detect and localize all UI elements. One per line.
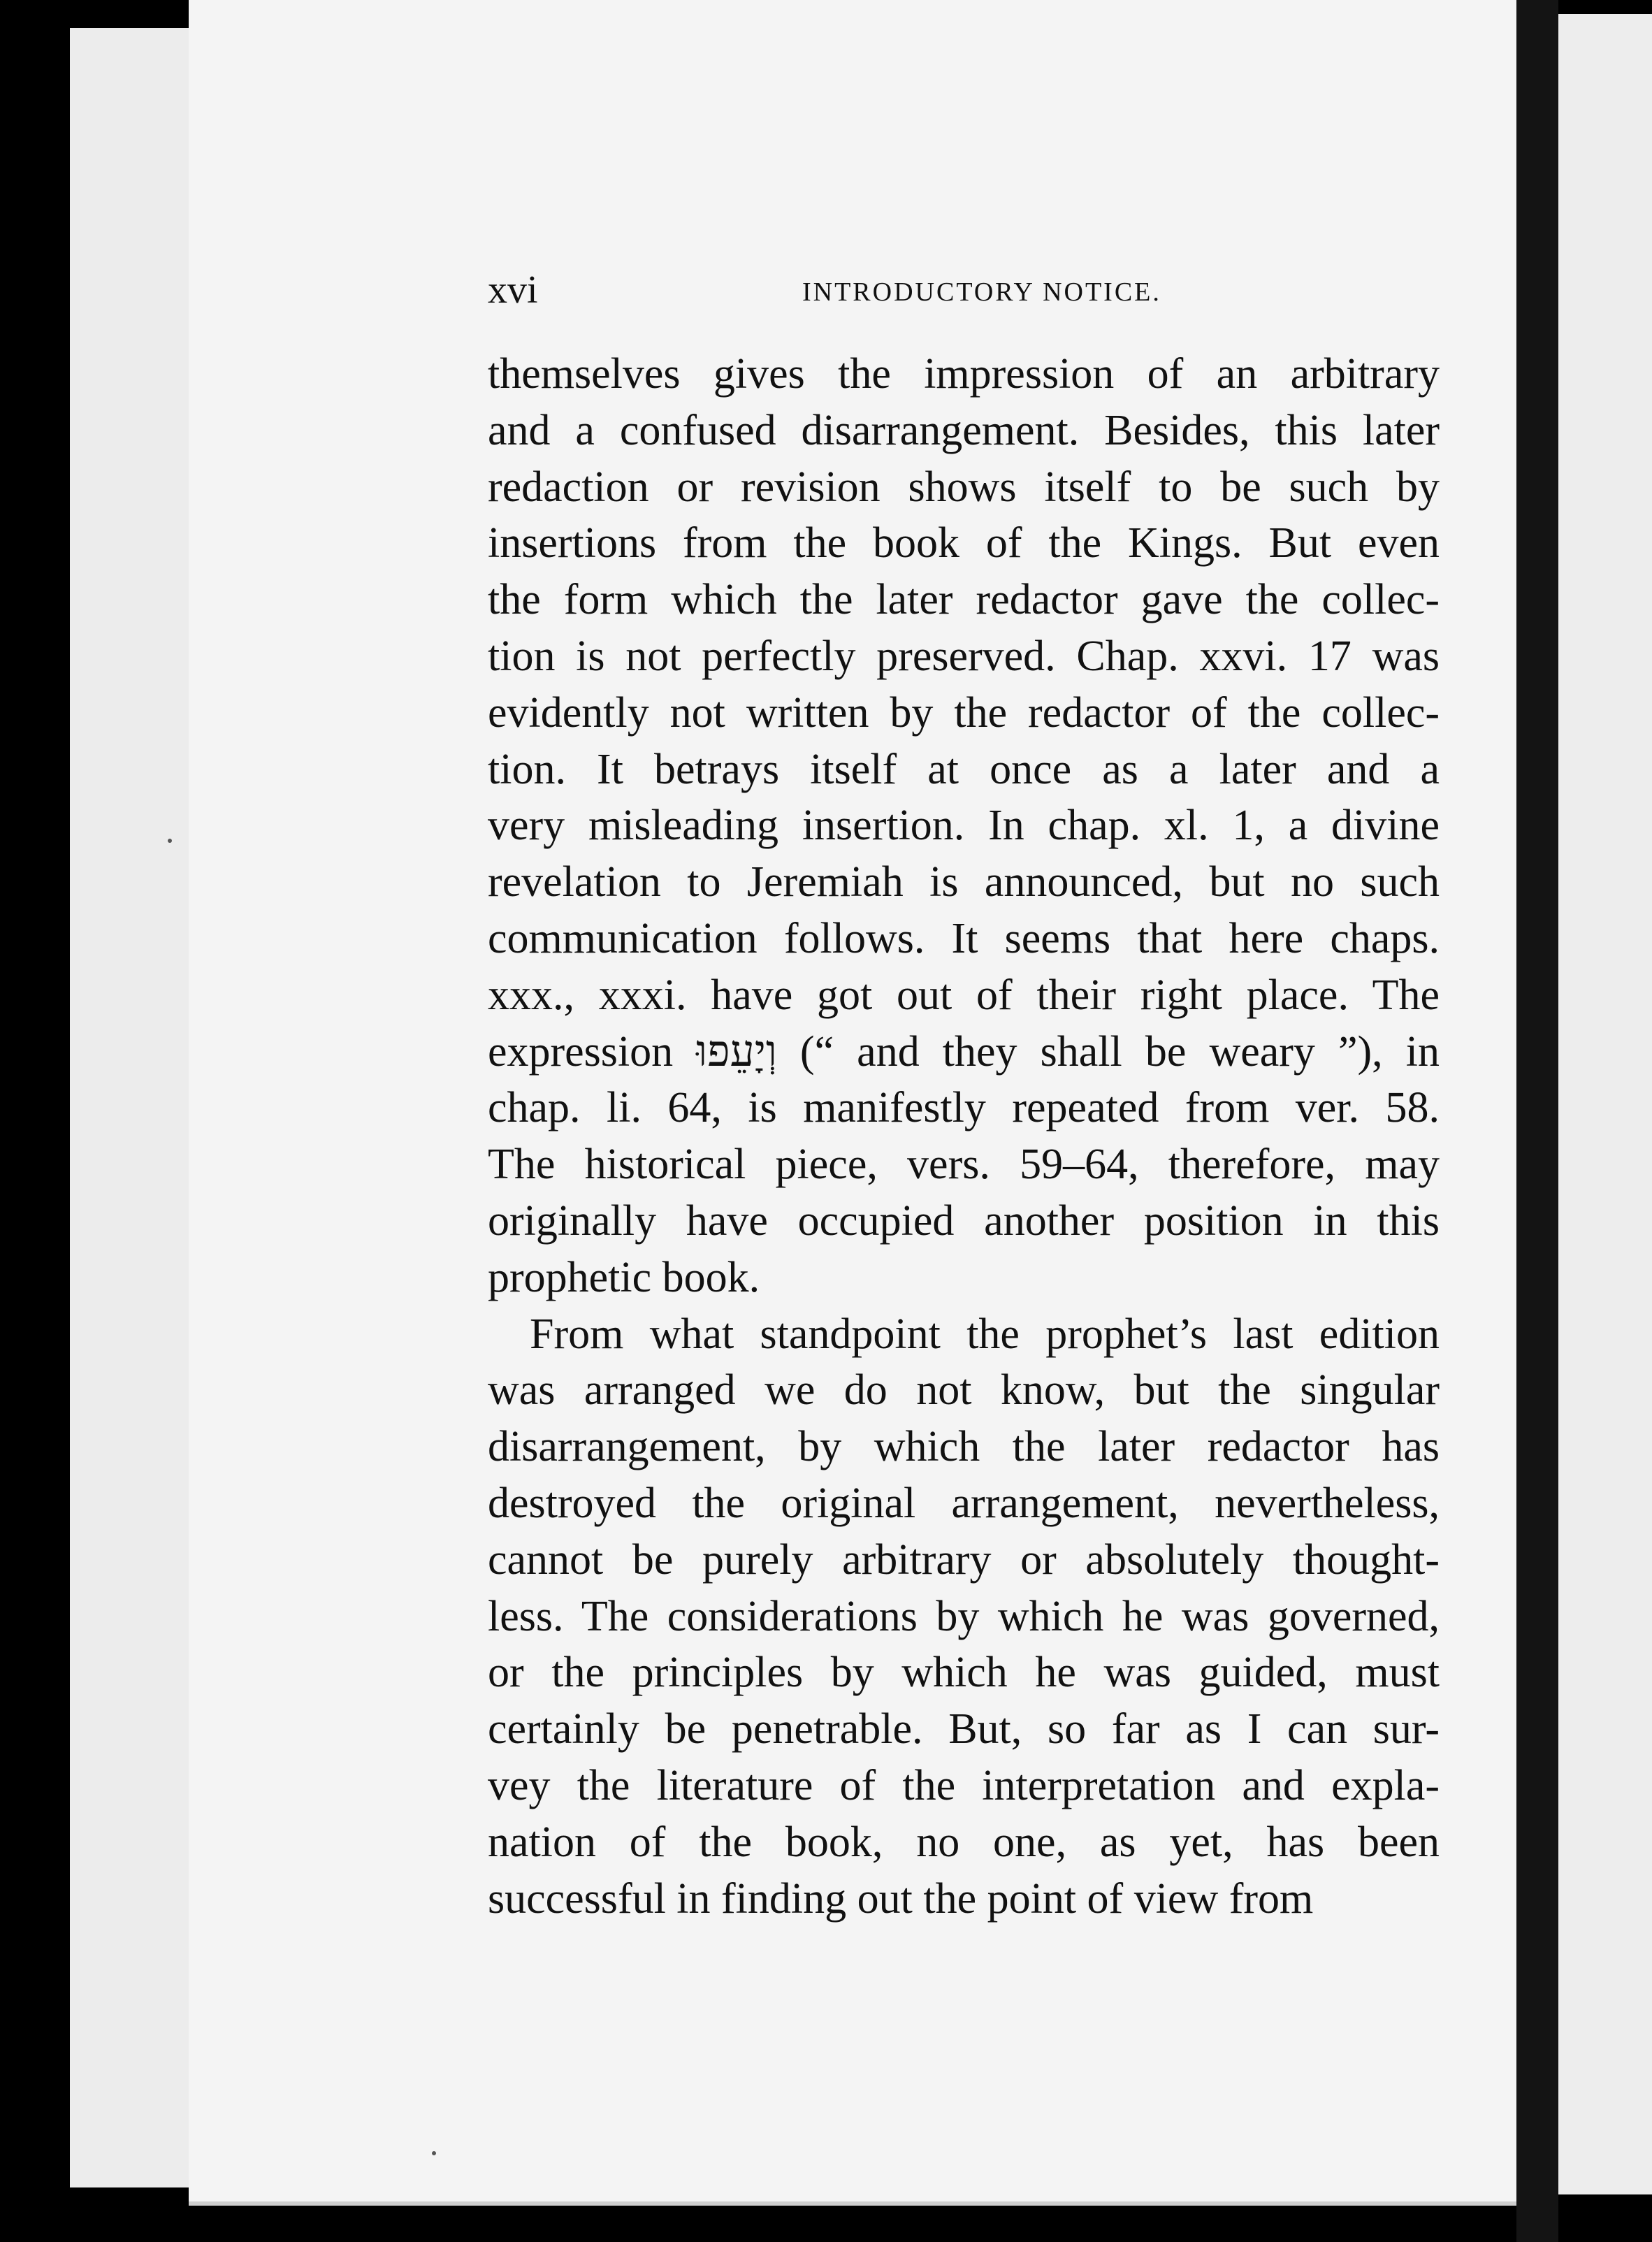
text-line: The historical piece, vers. 59–64, therefore, may: [488, 1141, 1440, 1189]
text-line: redaction or revision shows itself to be such by: [488, 463, 1440, 511]
text-line: expression וְיָעֵפוּ (“ and they shall be weary ”), in: [488, 1027, 1440, 1076]
next-page-edge: [1558, 14, 1652, 2194]
text-line: destroyed the original arrangement, nevertheless,: [488, 1479, 1440, 1527]
text-line: xxx., xxxi. have got out of their right place. The: [488, 971, 1440, 1019]
text-line: successful in finding out the point of view from: [488, 1874, 1314, 1923]
text-line: and a confused disarrangement. Besides, this later: [488, 406, 1440, 454]
book-gutter: [1516, 0, 1558, 2242]
scan-speck: [168, 839, 172, 843]
text-line: evidently not written by the redactor of the collec-: [488, 688, 1440, 737]
text-line: the form which the later redactor gave the collec-: [488, 576, 1440, 624]
scan-speck: [432, 2151, 436, 2155]
text-line: originally have occupied another position in this: [488, 1196, 1440, 1245]
text-line: less. The considerations by which he was governed,: [488, 1592, 1440, 1640]
text-line: chap. li. 64, is manifestly repeated from ver. 58.: [488, 1084, 1440, 1132]
page-header: [488, 266, 1440, 314]
text-line: prophetic book.: [488, 1253, 760, 1301]
text-line: very misleading insertion. In chap. xl. 1, a divine: [488, 802, 1440, 850]
text-line: tion is not perfectly preserved. Chap. xxvi. 17 was: [488, 632, 1440, 680]
text-line: cannot be purely arbitrary or absolutely thought-: [488, 1535, 1440, 1584]
text-line: certainly be penetrable. But, so far as I can sur-: [488, 1705, 1440, 1753]
text-line: themselves gives the impression of an arbitrary: [488, 350, 1440, 398]
running-head: INTRODUCTORY NOTICE.: [802, 277, 1161, 307]
text-line: or the principles by which he was guided, must: [488, 1649, 1440, 1697]
previous-page-edge: [70, 28, 193, 2187]
text-line: revelation to Jeremiah is announced, but no such: [488, 858, 1440, 906]
paragraph: [488, 346, 1440, 1306]
text-line: communication follows. It seems that here chaps.: [488, 914, 1440, 962]
text-line: was arranged we do not know, but the singular: [488, 1366, 1440, 1415]
body-text: [488, 346, 1440, 1927]
text-line: nation of the book, no one, as yet, has been: [488, 1818, 1440, 1866]
paragraph: [488, 1306, 1440, 1928]
text-line: tion. It betrays itself at once as a later and a: [488, 745, 1440, 793]
text-line: disarrangement, by which the later redactor has: [488, 1423, 1440, 1471]
text-line: vey the literature of the interpretation and expla-: [488, 1761, 1440, 1809]
text-line: From what standpoint the prophet’s last edition: [530, 1310, 1440, 1358]
page-number: xvi: [488, 268, 538, 312]
text-line: insertions from the book of the Kings. But even: [488, 519, 1440, 567]
